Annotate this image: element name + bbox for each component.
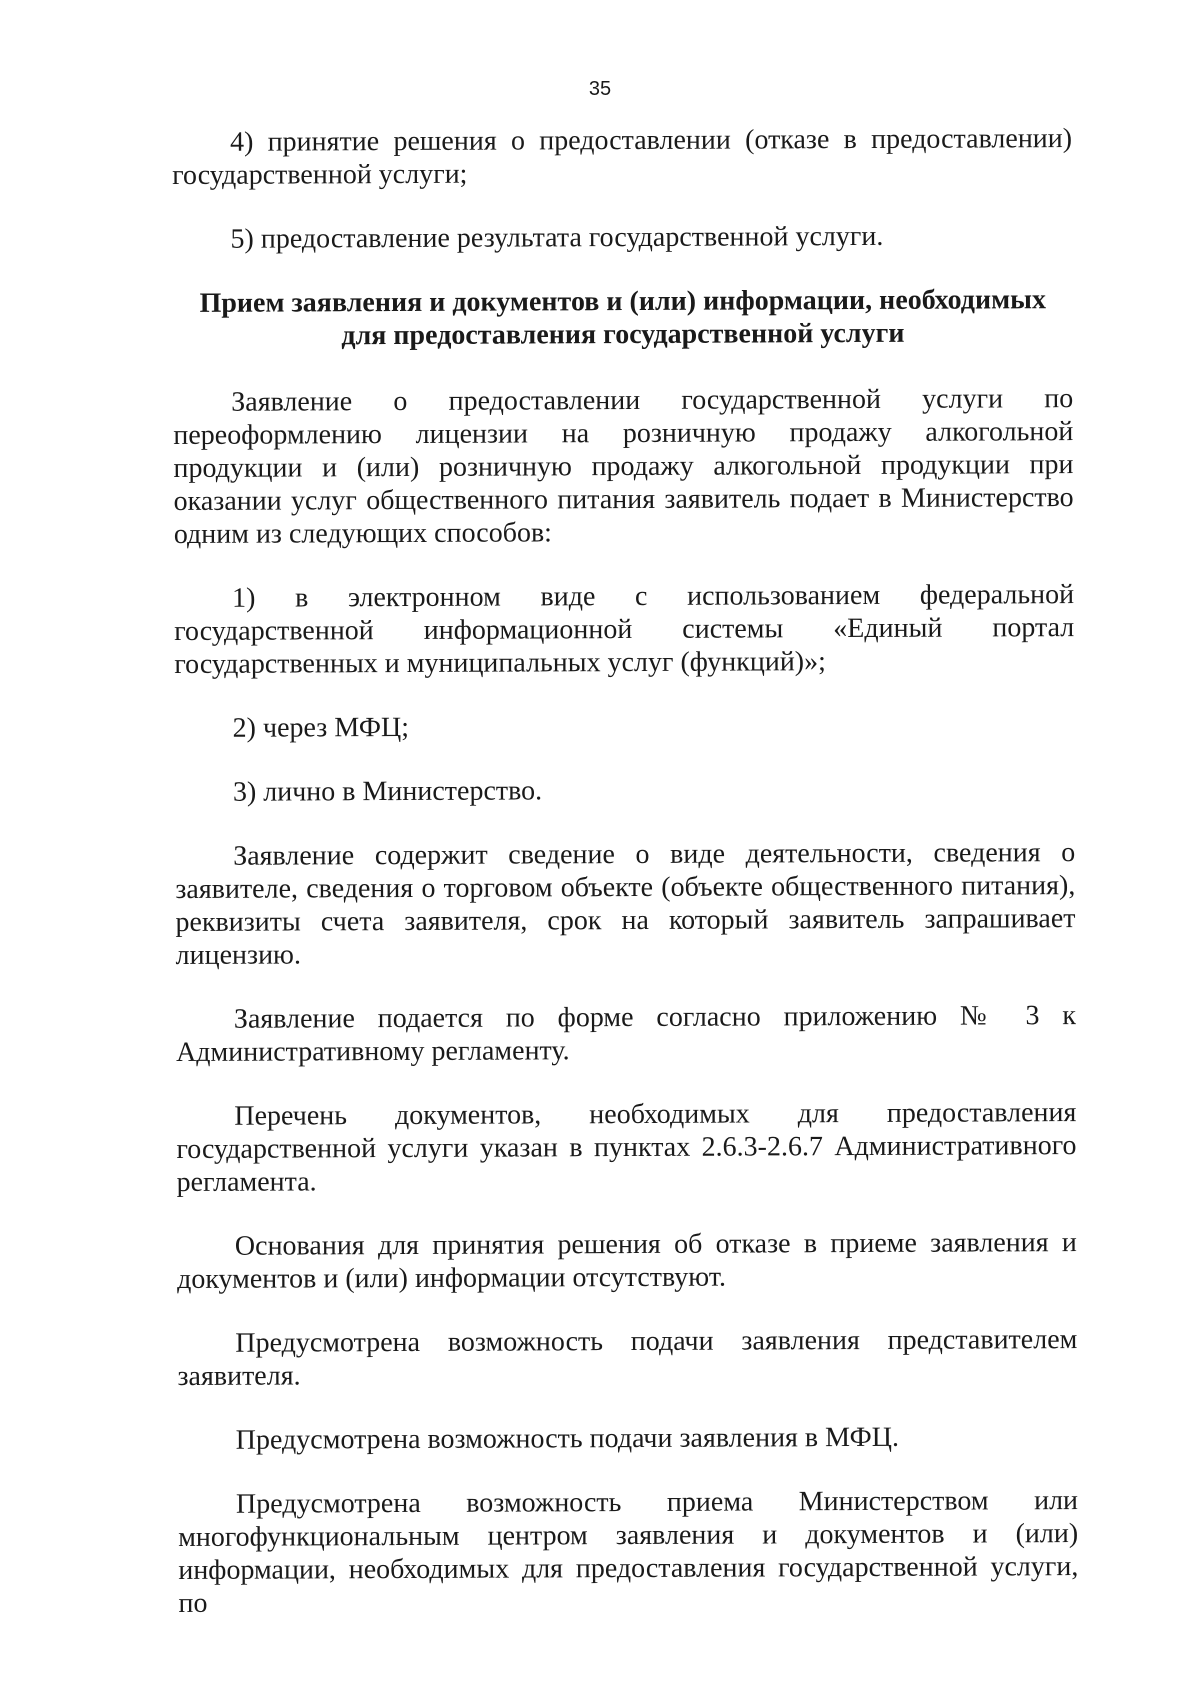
- paragraph-mfc: Предусмотрена возможность подачи заявления в МФЦ.: [235, 1421, 900, 1456]
- paragraph-document-list: Перечень документов, необходимых для предоставления государственной услуги указан в пунктах 2.6.3-2.6.7 Административного регламента.: [176, 1097, 1077, 1198]
- list-item-5: 5) предоставление результата государственной услуги.: [230, 220, 884, 255]
- paragraph-contents: Заявление содержит сведение о виде деятельности, сведения о заявителе, сведения о торговом объекте (объекте общественного питания), реквизиты счета заявителя, срок на который заявитель запрашивает лицензию.: [175, 837, 1076, 971]
- paragraph-representative: Предусмотрена возможность подачи заявления представителем заявителя.: [177, 1324, 1078, 1392]
- paragraph-way-2: 2) через МФЦ;: [232, 711, 410, 744]
- paragraph-refusal: Основания для принятия решения об отказе в приеме заявления и документов и (или) информации отсутствуют.: [176, 1227, 1077, 1295]
- section-heading-line-1: Прием заявления и документов и (или) информации, необходимых: [199, 284, 1047, 319]
- page-content: [172, 122, 1079, 1651]
- paragraph-form: Заявление подается по форме согласно приложению № 3 к Административному регламенту.: [175, 1000, 1076, 1068]
- paragraph-way-1: 1) в электронном виде с использованием федеральной государственной информационной системы «Единый портал государственных и муниципальных услуг (функций)»;: [174, 579, 1075, 680]
- section-heading-line-2: для предоставления государственной услуги: [341, 317, 905, 352]
- paragraph-intro: Заявление о предоставлении государственной услуги по переоформлению лицензии на розничную продажу алкогольной продукции и (или) розничную продажу алкогольной продукции при оказании услуг общественного питания заявитель подает в Министерство одним из следующих способов:: [173, 383, 1074, 550]
- section-heading: [173, 283, 1073, 353]
- paragraph-reception: Предусмотрена возможность приема Министерством или многофункциональным центром заявления и документов и (или) информации, необходимых для предоставления государственной услуги, по: [178, 1485, 1079, 1619]
- page-number: 35: [588, 78, 612, 100]
- paragraph-way-3: 3) лично в Министерство.: [232, 775, 543, 808]
- list-item-4: 4) принятие решения о предоставлении (отказе в предоставлении) государственной услуги;: [172, 123, 1073, 191]
